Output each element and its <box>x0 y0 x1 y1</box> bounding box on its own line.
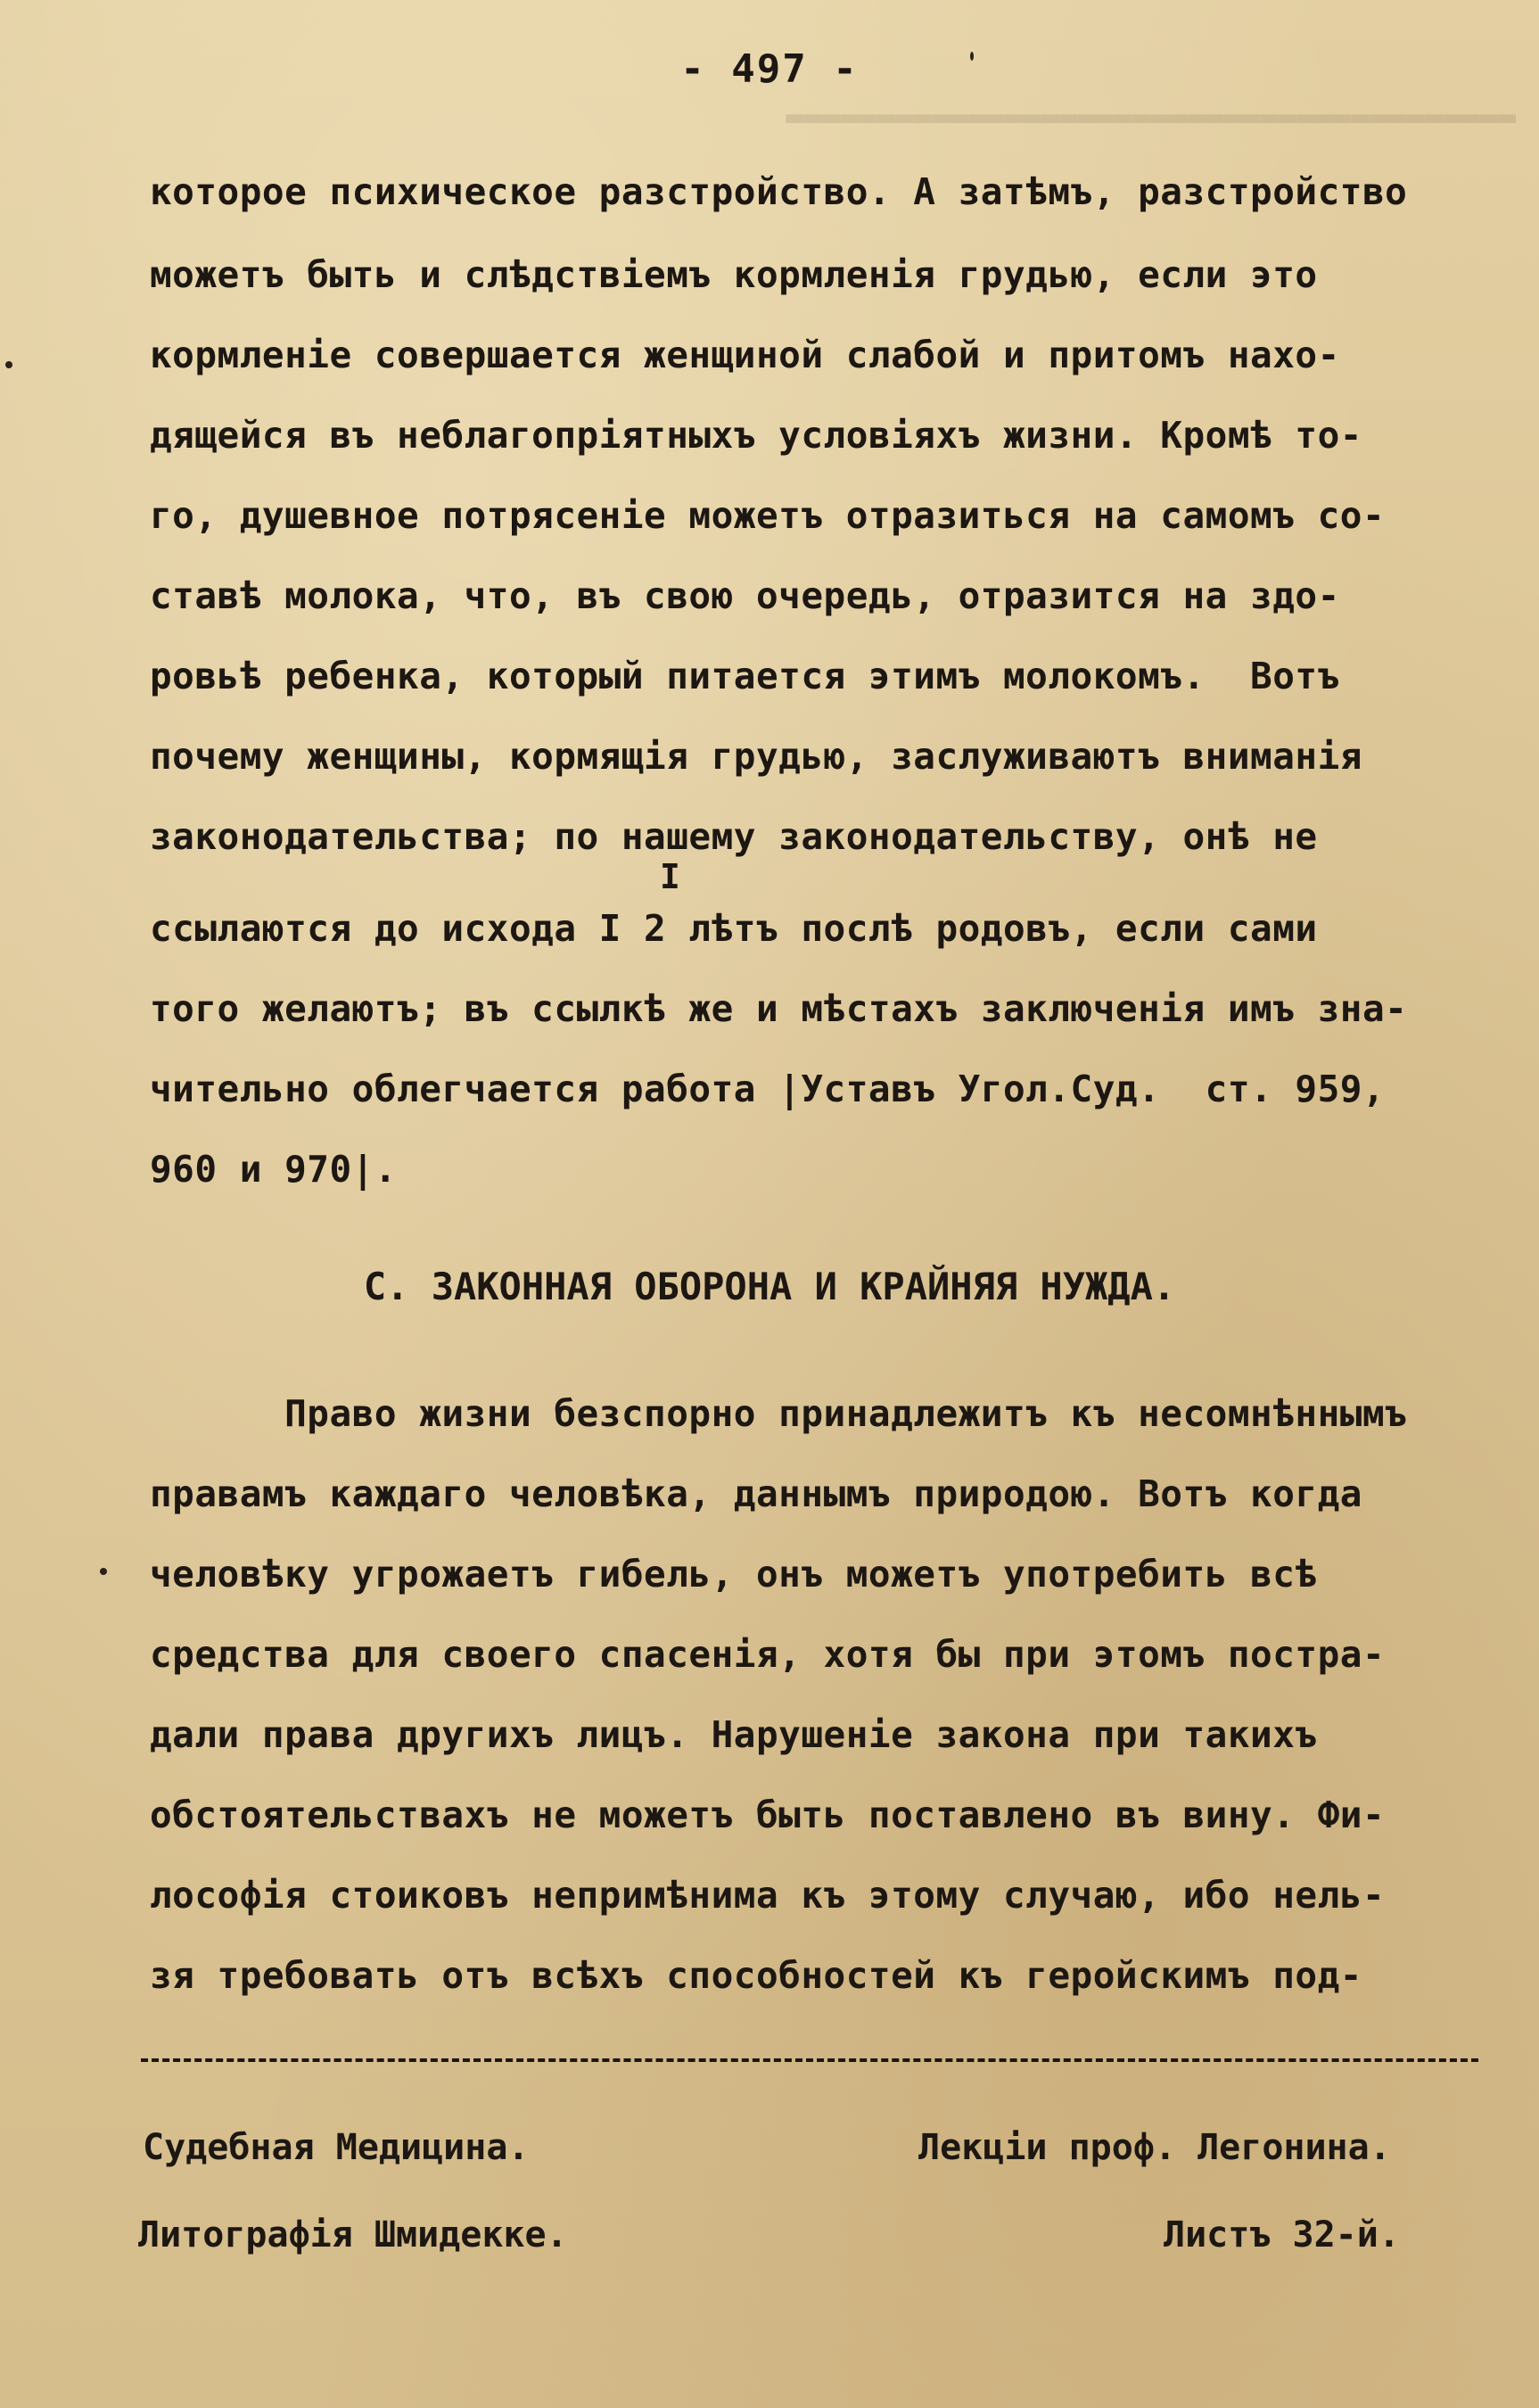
text-line: правамъ каждаго человѣка, даннымъ природою. Вотъ когда <box>150 1472 1362 1515</box>
footer-divider <box>141 2058 1478 2062</box>
text-line: которое психическое разстройство. А затѣмъ, разстройство <box>150 170 1408 213</box>
text-line: ставѣ молока, что, въ свою очередь, отразится на здо- <box>150 574 1340 617</box>
text-line: чительно облегчается работа |Уставъ Угол.Суд. ст. 959, <box>150 1068 1386 1110</box>
text-line: можетъ быть и слѣдствіемъ кормленія грудью, если это <box>150 253 1318 296</box>
text-line: дали права другихъ лицъ. Нарушеніе закона при такихъ <box>150 1713 1318 1756</box>
text-line: почему женщины, кормящія грудью, заслуживаютъ вниманія <box>150 735 1362 778</box>
fraction-numerator: I <box>660 857 681 896</box>
footer-lecturer: Лекціи проф. Легонина. <box>918 2127 1391 2168</box>
ink-speck <box>5 361 12 368</box>
text-line: ровьѣ ребенка, который питается этимъ молокомъ. Вотъ <box>150 655 1340 697</box>
text-line: го, душевное потрясеніе можетъ отразиться на самомъ со- <box>150 494 1386 537</box>
ink-speck <box>100 1568 107 1575</box>
page-number: - 497 - <box>680 46 859 92</box>
footer-course-title: Судебная Медицина. <box>143 2127 530 2168</box>
text-line: Право жизни безспорно принадлежитъ къ несомнѣннымъ <box>150 1392 1408 1435</box>
text-line: лософія стоиковъ непримѣнима къ этому случаю, ибо нель- <box>150 1874 1386 1917</box>
text-line: ссылаются до исхода I 2 лѣтъ послѣ родовъ, если сами <box>150 907 1318 950</box>
text-line: средства для своего спасенія, хотя бы при этомъ постра- <box>150 1633 1386 1676</box>
text-line: обстоятельствахъ не можетъ быть поставлено въ вину. Фи- <box>150 1794 1386 1836</box>
text-line: того желаютъ; въ ссылкѣ же и мѣстахъ заключенія имъ зна- <box>150 987 1408 1030</box>
text-line: дящейся въ неблагопріятныхъ условіяхъ жизни. Кромѣ то- <box>150 414 1362 457</box>
text-line: законодательства; по нашему законодательству, онѣ не <box>150 815 1318 858</box>
text-line: зя требовать отъ всѣхъ способностей къ геройскимъ под- <box>150 1954 1362 1997</box>
section-heading: C. ЗАКОННАЯ ОБОРОНА И КРАЙНЯЯ НУЖДА. <box>363 1265 1176 1308</box>
text-line: 960 и 970|. <box>150 1148 398 1191</box>
footer-sheet-number: Листъ 32-й. <box>1164 2214 1400 2255</box>
reverse-side-bleed: ▬▬▬▬▬▬▬▬▬▬▬▬▬▬▬▬▬▬▬▬▬▬▬▬▬▬▬▬▬▬▬▬▬▬▬▬▬▬▬▬ <box>786 99 1516 135</box>
ink-speck <box>970 52 974 61</box>
text-line: человѣку угрожаетъ гибель, онъ можетъ употребить всѣ <box>150 1553 1318 1596</box>
text-line: кормленіе совершается женщиной слабой и притомъ нахо- <box>150 334 1340 376</box>
footer-printer: Литографія Шмидекке. <box>138 2214 568 2255</box>
